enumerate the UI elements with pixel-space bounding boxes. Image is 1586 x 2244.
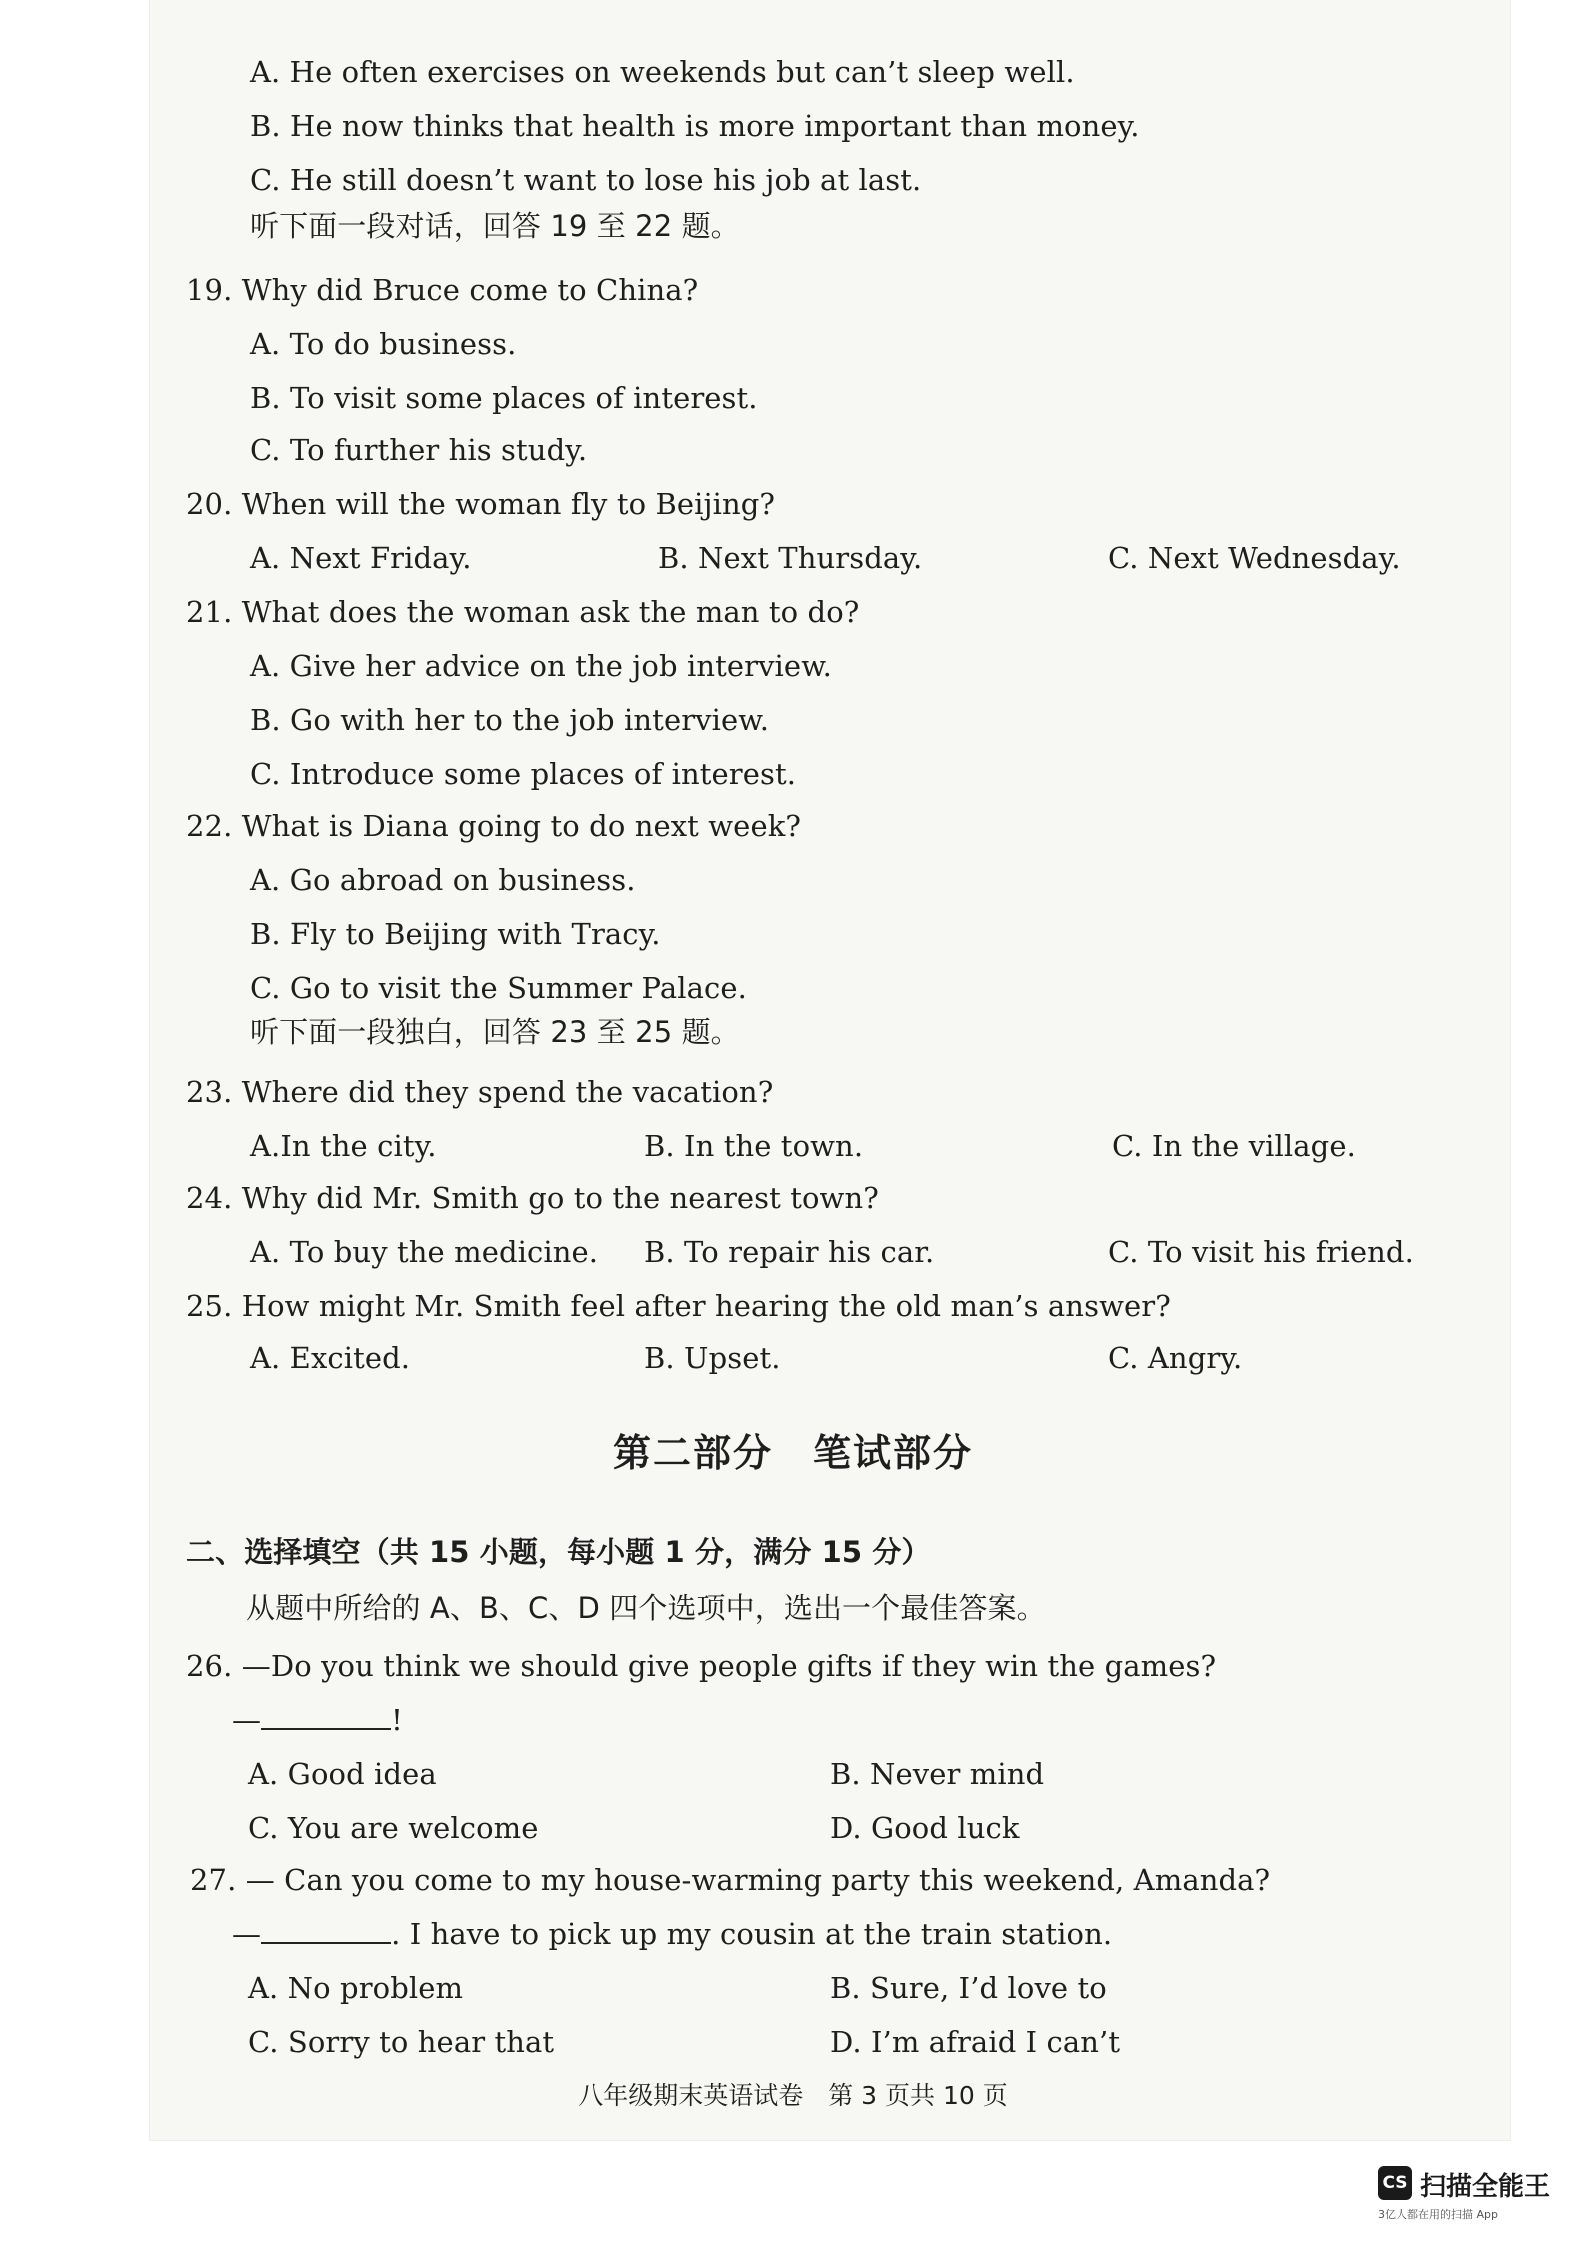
q18-option-a: A. He often exercises on weekends but can’t sleep well. xyxy=(250,55,1075,89)
q23-option-a: A.In the city. xyxy=(250,1129,437,1163)
q27-option-c: C. Sorry to hear that xyxy=(248,2025,555,2059)
q20-question: 20. When will the woman fly to Beijing? xyxy=(186,487,776,521)
q20-option-a: A. Next Friday. xyxy=(250,541,472,575)
q19-option-b: B. To visit some places of interest. xyxy=(250,381,758,415)
q24-option-a: A. To buy the medicine. xyxy=(250,1235,599,1269)
q22-option-c: C. Go to visit the Summer Palace. xyxy=(250,971,747,1005)
q27-answer-blank[interactable] xyxy=(261,1916,391,1944)
instruction-23-25: 听下面一段独白，回答 23 至 25 题。 xyxy=(250,1015,740,1049)
q20-option-b: B. Next Thursday. xyxy=(658,541,923,575)
scanner-app-tagline: 3亿人都在用的扫描 App xyxy=(1378,2208,1498,2221)
page-footer: 八年级期末英语试卷 第 3 页共 10 页 xyxy=(578,2081,1008,2110)
q24-question: 24. Why did Mr. Smith go to the nearest town? xyxy=(186,1181,879,1215)
q19-option-c: C. To further his study. xyxy=(250,433,588,467)
q26-option-d: D. Good luck xyxy=(830,1811,1020,1845)
q26-option-c: C. You are welcome xyxy=(248,1811,539,1845)
q25-option-b: B. Upset. xyxy=(644,1341,781,1375)
q24-option-c: C. To visit his friend. xyxy=(1108,1235,1414,1269)
scanner-watermark xyxy=(1378,2160,1578,2220)
q26-option-b: B. Never mind xyxy=(830,1757,1045,1791)
q23-option-c: C. In the village. xyxy=(1112,1129,1356,1163)
section-two-title: 二、选择填空（共 15 小题，每小题 1 分，满分 15 分） xyxy=(186,1535,931,1569)
scanner-app-name: 扫描全能王 xyxy=(1420,2172,1551,2202)
part-two-heading: 第二部分 笔试部分 xyxy=(612,1431,973,1475)
scanner-logo-icon: CS xyxy=(1378,2166,1412,2200)
q25-question: 25. How might Mr. Smith feel after hearing the old man’s answer? xyxy=(186,1289,1171,1323)
q21-option-c: C. Introduce some places of interest. xyxy=(250,757,797,791)
q27-reply-end: . I have to pick up my cousin at the train station. xyxy=(391,1917,1113,1951)
q24-option-b: B. To repair his car. xyxy=(644,1235,935,1269)
q27-option-a: A. No problem xyxy=(248,1971,464,2005)
q23-question: 23. Where did they spend the vacation? xyxy=(186,1075,774,1109)
q22-option-b: B. Fly to Beijing with Tracy. xyxy=(250,917,661,951)
q26-reply-end: ! xyxy=(391,1703,403,1737)
q25-option-c: C. Angry. xyxy=(1108,1341,1243,1375)
q27-option-d: D. I’m afraid I can’t xyxy=(830,2025,1121,2059)
q26-reply-dash: — xyxy=(232,1703,262,1737)
q27-reply xyxy=(232,1916,1112,1952)
q21-option-a: A. Give her advice on the job interview. xyxy=(250,649,832,683)
q22-option-a: A. Go abroad on business. xyxy=(250,863,636,897)
q23-option-b: B. In the town. xyxy=(644,1129,864,1163)
q21-question: 21. What does the woman ask the man to do? xyxy=(186,595,860,629)
q20-option-c: C. Next Wednesday. xyxy=(1108,541,1401,575)
q18-option-c: C. He still doesn’t want to lose his job at last. xyxy=(250,163,922,197)
q26-question: 26. —Do you think we should give people gifts if they win the games? xyxy=(186,1649,1217,1683)
instruction-19-22: 听下面一段对话，回答 19 至 22 题。 xyxy=(250,209,740,243)
q27-reply-dash: — xyxy=(232,1917,262,1951)
q18-option-b: B. He now thinks that health is more important than money. xyxy=(250,109,1140,143)
q21-option-b: B. Go with her to the job interview. xyxy=(250,703,770,737)
q19-option-a: A. To do business. xyxy=(250,327,517,361)
q22-question: 22. What is Diana going to do next week? xyxy=(186,809,802,843)
q26-option-a: A. Good idea xyxy=(248,1757,437,1791)
q25-option-a: A. Excited. xyxy=(250,1341,411,1375)
q27-question: 27. — Can you come to my house-warming party this weekend, Amanda? xyxy=(190,1863,1271,1897)
section-two-instruction: 从题中所给的 A、B、C、D 四个选项中，选出一个最佳答案。 xyxy=(246,1591,1046,1625)
q26-answer-blank[interactable] xyxy=(261,1702,391,1730)
q27-option-b: B. Sure, I’d love to xyxy=(830,1971,1107,2005)
q26-reply xyxy=(232,1702,403,1738)
q19-question: 19. Why did Bruce come to China? xyxy=(186,273,699,307)
